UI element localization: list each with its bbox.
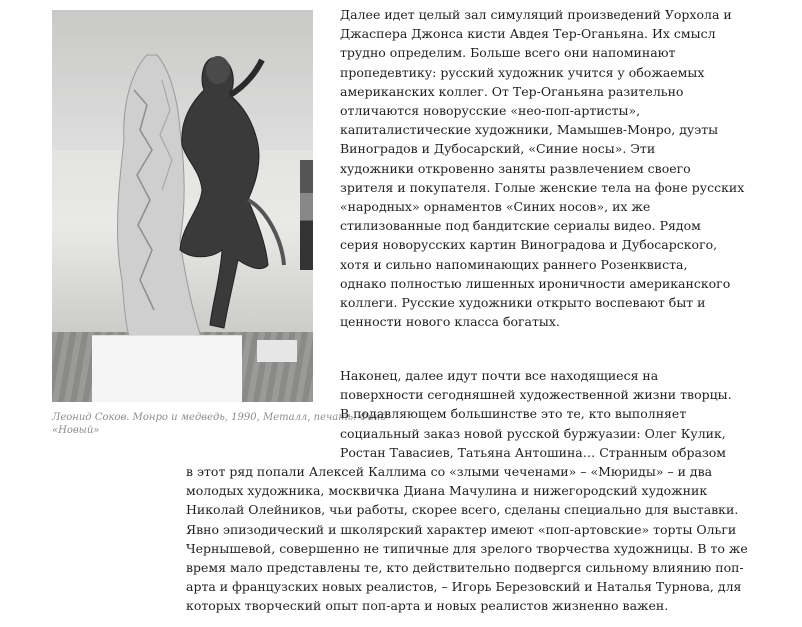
- text-line: время мало представлены те, кто действительно подвергся сильному влиянию поп-: [186, 560, 744, 576]
- caption-line: «Новый»: [52, 424, 100, 436]
- text-line: хотя и сильно напоминающих раннего Розенквиста,: [340, 256, 688, 272]
- sculpture-pedestal: [92, 335, 242, 402]
- text-line: которых творческий опыт поп-арта и новых реалистов жизненно важен.: [186, 598, 669, 614]
- text-line: американских коллег. От Тер-Оганьяна разительно: [340, 83, 684, 99]
- text-line: серия новорусских картин Виноградова и Дубосарского,: [340, 237, 718, 253]
- text-line: однако полностью лишенных ироничности американского: [340, 275, 731, 291]
- text-line: отличаются новорусские «нео-поп-артисты»,: [340, 103, 641, 119]
- text-line: арта и французских новых реалистов, – Игорь Березовский и Наталья Турнова, для: [186, 579, 742, 595]
- text-line: Явно эпизодический и школярский характер имеют «поп-артовские» торты Ольги: [186, 521, 737, 537]
- photo-caption: [52, 412, 387, 437]
- text-line: коллеги. Русские художники открыто воспевают быт и: [340, 295, 706, 311]
- text-line: Далее идет целый зал симуляций произведений Уорхола и: [340, 7, 732, 22]
- text-line: в этот ряд попали Алексей Каллима со «злыми чеченами» – «Мюриды» – и два: [186, 464, 713, 479]
- text-line: Наконец, далее идут почти все находящиеся на: [340, 368, 659, 383]
- article-paragraph-2-top: [340, 366, 732, 462]
- text-line: «народных» орнаментов «Синих носов», их же: [340, 199, 651, 215]
- text-line: капиталистические художники, Мамышев-Монро, дуэты: [340, 122, 719, 138]
- text-line: поверхности сегодняшней художественной жизни творцы.: [340, 387, 732, 403]
- text-line: Джаспера Джонса кисти Авдея Тер-Оганьяна. Их смысл: [340, 26, 716, 42]
- text-line: В подавляющем большинстве это те, кто выполняет: [340, 406, 687, 422]
- text-line: трудно определим. Больше всего они напоминают: [340, 45, 676, 61]
- text-line: Ростан Тавасиев, Татьяна Антошина… Странным образом: [340, 444, 727, 460]
- caption-line: Леонид Соков. Монро и медведь, 1990, Металл, печать. Фонд: [52, 412, 387, 423]
- text-line: молодых художника, москвичка Диана Мачулина и нижегородский художник: [186, 483, 708, 499]
- text-line: пропедевтику: русский художник учится у обожаемых: [340, 64, 705, 80]
- article-paragraph-2-bottom: [186, 462, 748, 616]
- museum-label-plate: [257, 340, 297, 362]
- text-line: Чернышевой, совершенно не типичные для зрелого творчества художницы. В то же: [186, 540, 748, 556]
- article-paragraph-1: [340, 5, 745, 331]
- text-line: стилизованные под бандитские сериалы видео. Рядом: [340, 218, 701, 234]
- text-line: художники откровенно заняты развлечением своего: [340, 160, 691, 176]
- text-line: зрителя и покупателя. Голые женские тела на фоне русских: [340, 179, 745, 195]
- text-line: Виноградов и Дубосарский, «Синие носы». Эти: [340, 141, 656, 157]
- text-line: социальный заказ новой русской буржуазии: Олег Кулик,: [340, 425, 726, 441]
- text-line: Николай Олейников, чьи работы, скорее всего, сделаны специально для выставки.: [186, 502, 739, 518]
- sculpture-photo: [52, 10, 313, 402]
- text-line: ценности нового класса богатых.: [340, 314, 560, 330]
